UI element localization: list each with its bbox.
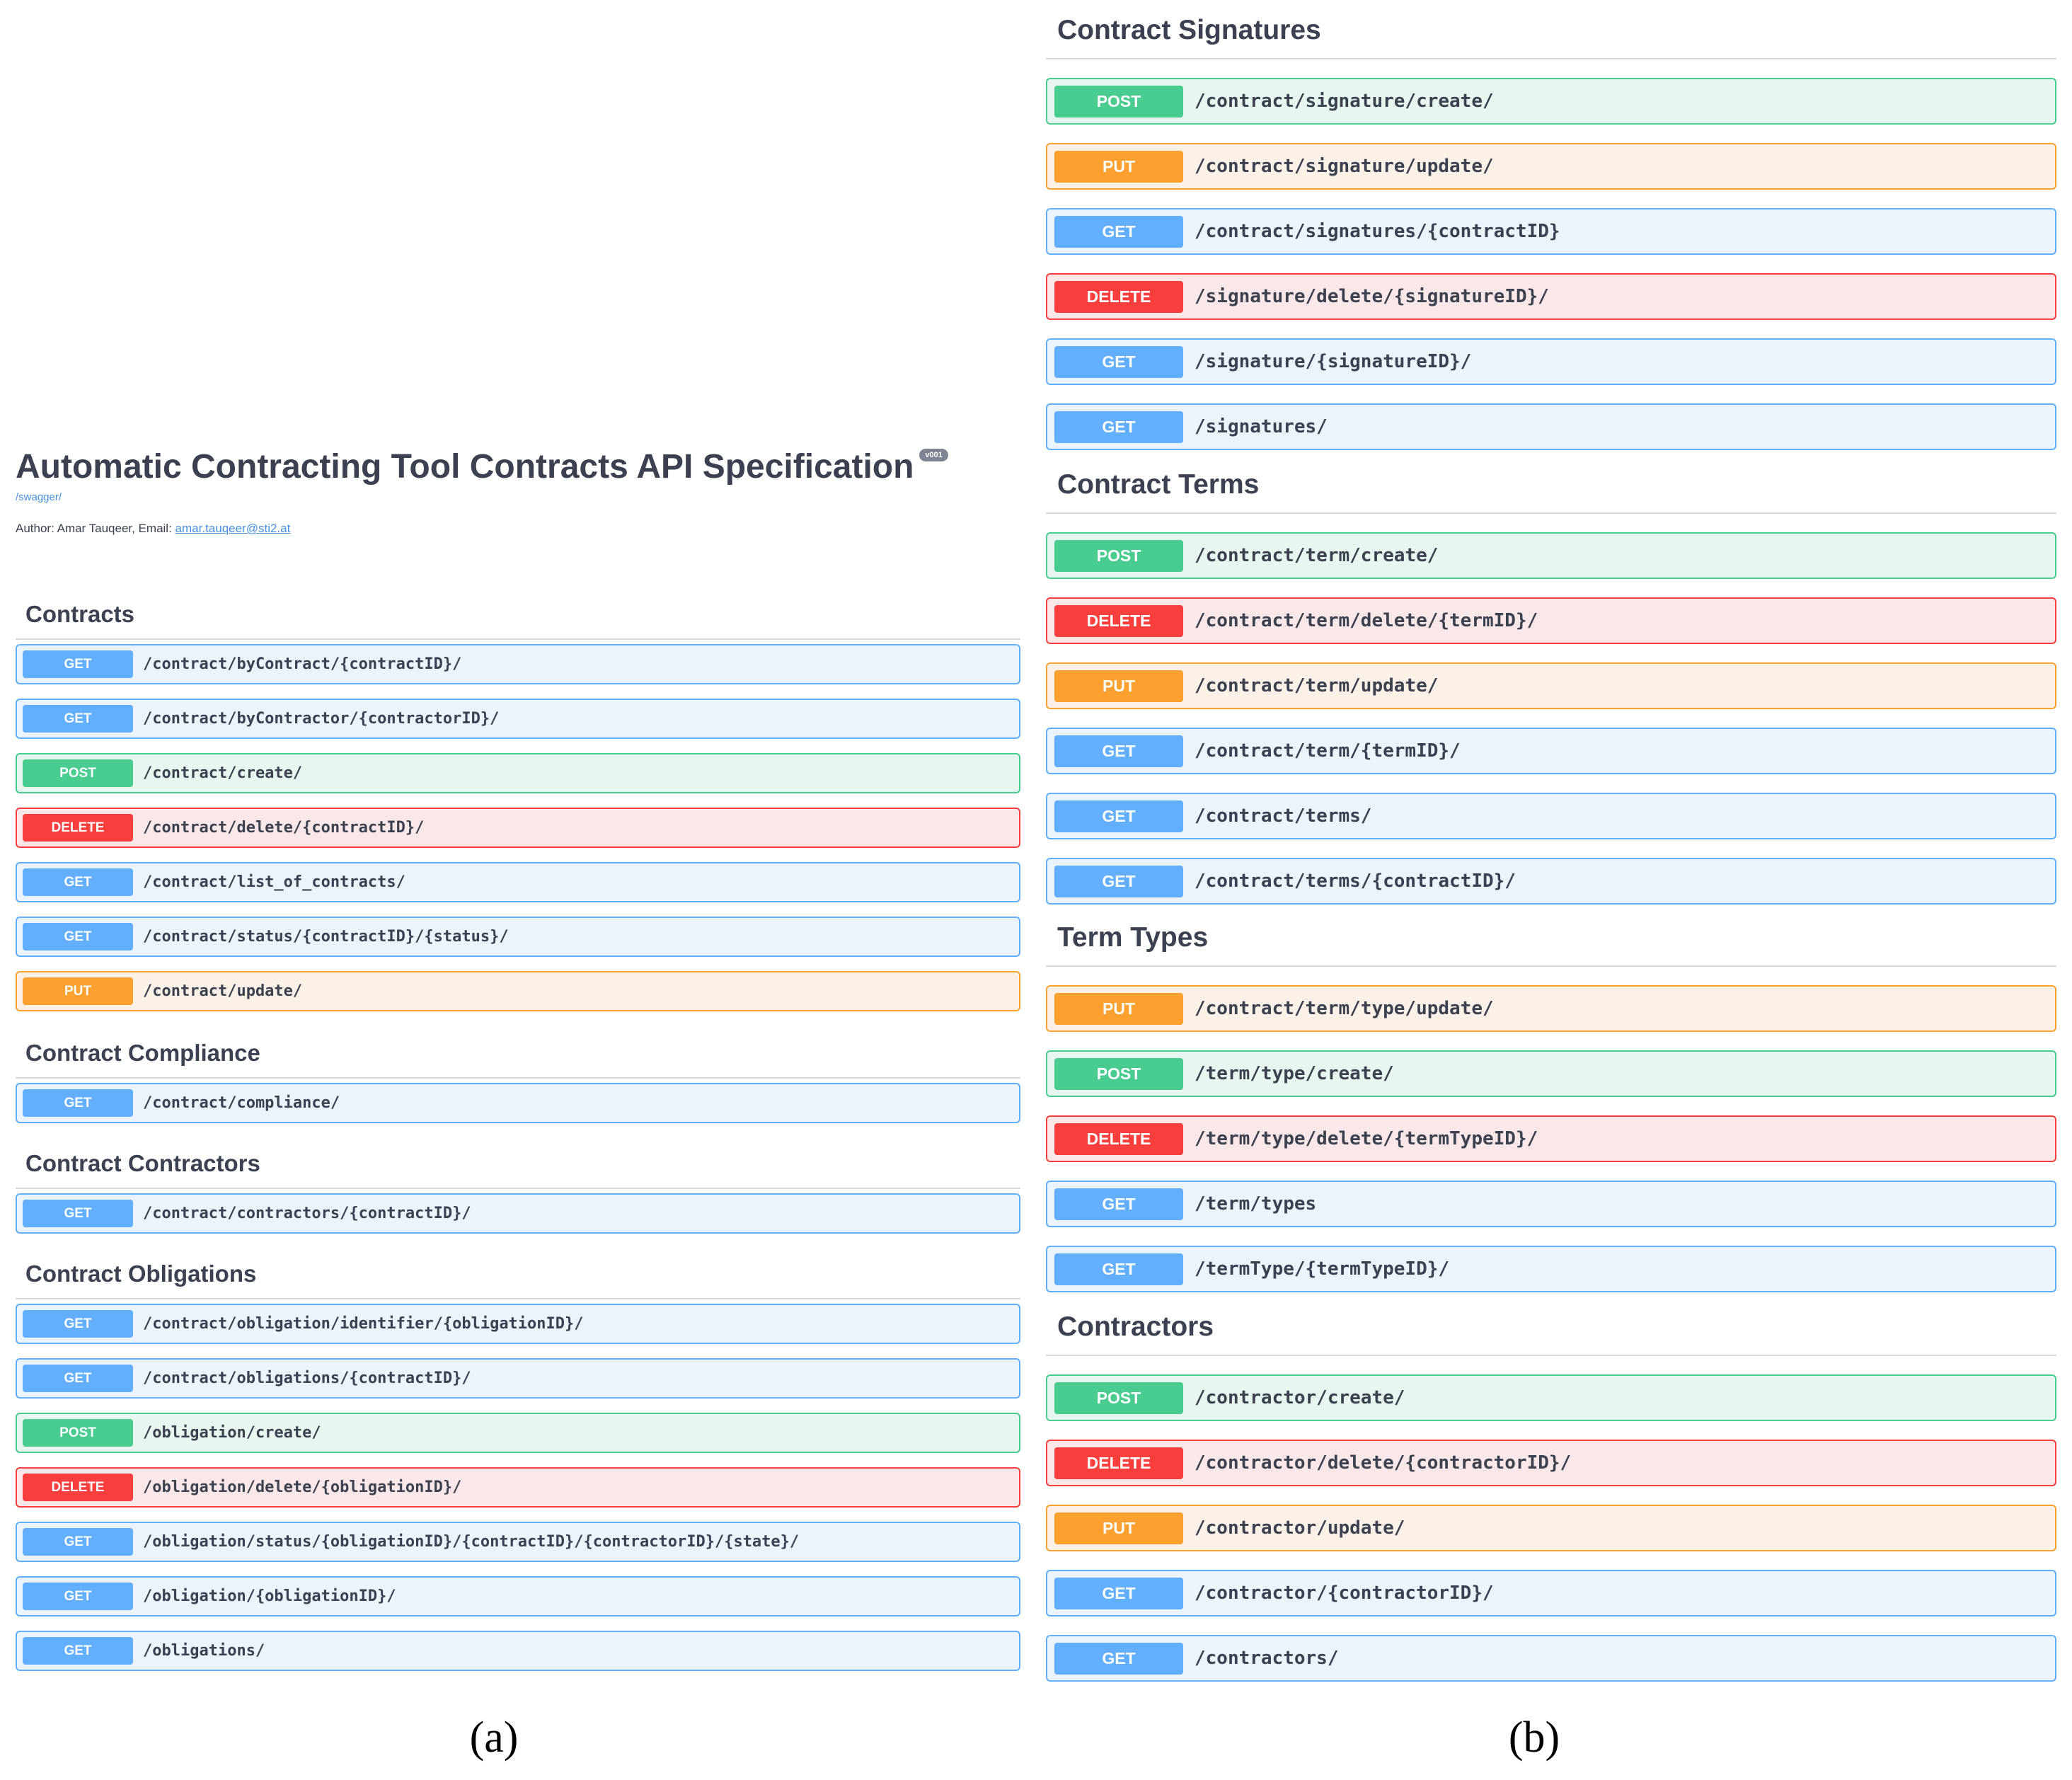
endpoint-row-post[interactable] [1046,1050,2056,1097]
endpoint-row-get[interactable] [1046,1570,2056,1617]
endpoint-path: /contractor/create/ [1195,1387,1405,1408]
method-badge-get: GET [23,1528,133,1556]
method-badge-delete: DELETE [1054,605,1183,637]
endpoint-row-get[interactable] [1046,858,2056,905]
method-badge-post: POST [1054,540,1183,572]
endpoint-path: /contract/terms/ [1195,805,1372,827]
endpoint-path: /obligation/delete/{obligationID}/ [143,1478,462,1496]
method-badge-put: PUT [1054,993,1183,1025]
section-title[interactable]: Contractors [1046,1311,2056,1356]
section-contract-terms [1046,469,2056,905]
api-title: Automatic Contracting Tool Contracts API Specification [16,448,914,486]
endpoint-row-post[interactable] [16,753,1020,793]
endpoint-row-get[interactable] [16,917,1020,957]
method-badge-get: GET [23,650,133,678]
endpoint-path: /termType/{termTypeID}/ [1195,1258,1450,1280]
endpoint-path: /contractors/ [1195,1648,1339,1669]
figure-label-b: (b) [1508,1713,1560,1762]
endpoint-row-delete[interactable] [1046,273,2056,320]
endpoint-path: /contract/term/delete/{termID}/ [1195,610,1538,631]
method-badge-get: GET [1054,1643,1183,1675]
endpoint-path: /contractor/delete/{contractorID}/ [1195,1452,1572,1474]
method-badge-delete: DELETE [23,1474,133,1501]
endpoint-row-put[interactable] [1046,143,2056,190]
endpoint-path: /contract/term/create/ [1195,545,1439,566]
endpoint-path: /contract/contractors/{contractID}/ [143,1205,471,1222]
method-badge-get: GET [23,1310,133,1338]
method-badge-put: PUT [1054,1512,1183,1544]
endpoint-row-get[interactable] [16,1358,1020,1399]
method-badge-put: PUT [1054,151,1183,183]
endpoint-row-post[interactable] [1046,532,2056,579]
endpoint-row-put[interactable] [16,971,1020,1011]
endpoint-path: /contract/terms/{contractID}/ [1195,871,1516,892]
method-badge-post: POST [1054,1058,1183,1090]
section-term-types [1046,921,2056,1292]
method-badge-delete: DELETE [23,814,133,842]
endpoint-path: /contract/delete/{contractID}/ [143,819,425,837]
endpoint-row-post[interactable] [1046,78,2056,125]
method-badge-post: POST [23,759,133,787]
author-email-link[interactable]: amar.tauqeer@sti2.at [175,522,291,535]
method-badge-get: GET [23,1637,133,1665]
method-badge-get: GET [23,1583,133,1610]
endpoint-row-get[interactable] [16,1304,1020,1344]
method-badge-put: PUT [23,977,133,1005]
endpoint-path: /contract/signature/update/ [1195,156,1494,177]
endpoint-row-get[interactable] [1046,793,2056,839]
method-badge-delete: DELETE [1054,1123,1183,1155]
section-contract-signatures [1046,14,2056,450]
endpoint-path: /contract/signatures/{contractID} [1195,221,1560,242]
endpoint-row-get[interactable] [1046,728,2056,774]
section-title[interactable]: Contract Obligations [16,1260,1020,1299]
endpoint-path: /contract/update/ [143,982,303,1000]
endpoint-path: /contract/create/ [143,764,303,782]
section-contract-obligations [16,1260,1020,1671]
endpoint-row-post[interactable] [1046,1374,2056,1421]
method-badge-get: GET [1054,216,1183,248]
endpoint-path: /term/types [1195,1193,1317,1215]
endpoint-row-get[interactable] [16,699,1020,739]
endpoint-row-get[interactable] [1046,1635,2056,1682]
endpoint-row-delete[interactable] [16,808,1020,848]
endpoint-path: /signature/delete/{signatureID}/ [1195,286,1549,307]
section-contract-compliance [16,1039,1020,1123]
version-badge: v001 [919,449,948,461]
api-info [16,446,1020,536]
method-badge-get: GET [23,868,133,896]
method-badge-get: GET [1054,346,1183,378]
endpoint-row-delete[interactable] [1046,1440,2056,1486]
method-badge-get: GET [1054,735,1183,767]
endpoint-row-get[interactable] [16,1083,1020,1123]
endpoint-row-get[interactable] [16,1193,1020,1234]
section-title[interactable]: Contract Signatures [1046,14,2056,59]
endpoint-path: /signature/{signatureID}/ [1195,351,1472,372]
section-title[interactable]: Contract Contractors [16,1149,1020,1189]
method-badge-get: GET [1054,1578,1183,1609]
endpoint-path: /signatures/ [1195,416,1328,437]
method-badge-get: GET [23,705,133,733]
endpoint-row-post[interactable] [16,1413,1020,1453]
method-badge-get: GET [1054,1188,1183,1220]
method-badge-get: GET [1054,411,1183,443]
endpoint-row-delete[interactable] [16,1467,1020,1508]
method-badge-delete: DELETE [1054,281,1183,313]
endpoint-row-put[interactable] [1046,662,2056,709]
figure-label-a: (a) [469,1713,519,1762]
method-badge-post: POST [1054,1382,1183,1414]
section-title[interactable]: Contracts [16,600,1020,640]
endpoint-row-get[interactable] [1046,1181,2056,1227]
endpoint-row-get[interactable] [16,644,1020,684]
section-contracts [16,600,1020,1011]
endpoint-path: /contract/term/type/update/ [1195,998,1494,1019]
endpoint-row-get[interactable] [1046,208,2056,255]
endpoint-path: /contract/obligations/{contractID}/ [143,1370,471,1387]
endpoint-path: /contract/list_of_contracts/ [143,873,405,891]
author-info [16,522,1020,536]
method-badge-get: GET [23,1089,133,1117]
swagger-panel-b [1046,0,2056,1699]
method-badge-get: GET [23,1365,133,1392]
endpoint-path: /contractor/update/ [1195,1517,1405,1539]
section-contract-contractors [16,1149,1020,1234]
section-title[interactable]: Contract Terms [1046,469,2056,514]
endpoint-path: /contract/compliance/ [143,1094,340,1112]
endpoint-path: /contract/term/{termID}/ [1195,740,1461,762]
method-badge-put: PUT [1054,670,1183,702]
endpoint-row-get[interactable] [16,862,1020,902]
author-text: Author: Amar Tauqeer, Email: [16,522,172,535]
endpoint-path: /obligation/status/{obligationID}/{contractID}/{contractorID}/{state}/ [143,1533,800,1551]
endpoint-path: /contractor/{contractorID}/ [1195,1583,1494,1604]
endpoint-row-put[interactable] [1046,985,2056,1032]
section-contractors [1046,1311,2056,1682]
endpoint-row-get[interactable] [16,1576,1020,1617]
section-title[interactable]: Term Types [1046,921,2056,967]
endpoint-row-delete[interactable] [1046,1115,2056,1162]
endpoint-path: /contract/status/{contractID}/{status}/ [143,928,509,946]
endpoint-path: /contract/byContractor/{contractorID}/ [143,710,500,728]
method-badge-get: GET [23,1200,133,1227]
swagger-panel-a [16,0,1020,1699]
endpoint-row-get[interactable] [1046,1246,2056,1292]
endpoint-path: /contract/byContract/{contractID}/ [143,655,462,673]
method-badge-get: GET [1054,1253,1183,1285]
section-title[interactable]: Contract Compliance [16,1039,1020,1079]
method-badge-get: GET [23,923,133,951]
endpoint-path: /obligation/create/ [143,1424,321,1442]
endpoint-row-delete[interactable] [1046,597,2056,644]
endpoint-path: /contract/obligation/identifier/{obligationID}/ [143,1315,584,1333]
endpoint-path: /term/type/delete/{termTypeID}/ [1195,1128,1538,1149]
endpoint-path: /contract/signature/create/ [1195,91,1494,112]
endpoint-row-put[interactable] [1046,1505,2056,1551]
method-badge-get: GET [1054,866,1183,897]
endpoint-path: /term/type/create/ [1195,1063,1394,1084]
base-url-link[interactable]: /swagger/ [16,491,62,503]
endpoint-row-get[interactable] [16,1522,1020,1562]
method-badge-post: POST [1054,86,1183,117]
endpoint-row-get[interactable] [1046,403,2056,450]
endpoint-path: /obligations/ [143,1642,265,1660]
method-badge-delete: DELETE [1054,1447,1183,1479]
endpoint-row-get[interactable] [16,1631,1020,1671]
endpoint-path: /obligation/{obligationID}/ [143,1587,396,1605]
endpoint-path: /contract/term/update/ [1195,675,1439,696]
method-badge-get: GET [1054,800,1183,832]
method-badge-post: POST [23,1419,133,1447]
endpoint-row-get[interactable] [1046,338,2056,385]
